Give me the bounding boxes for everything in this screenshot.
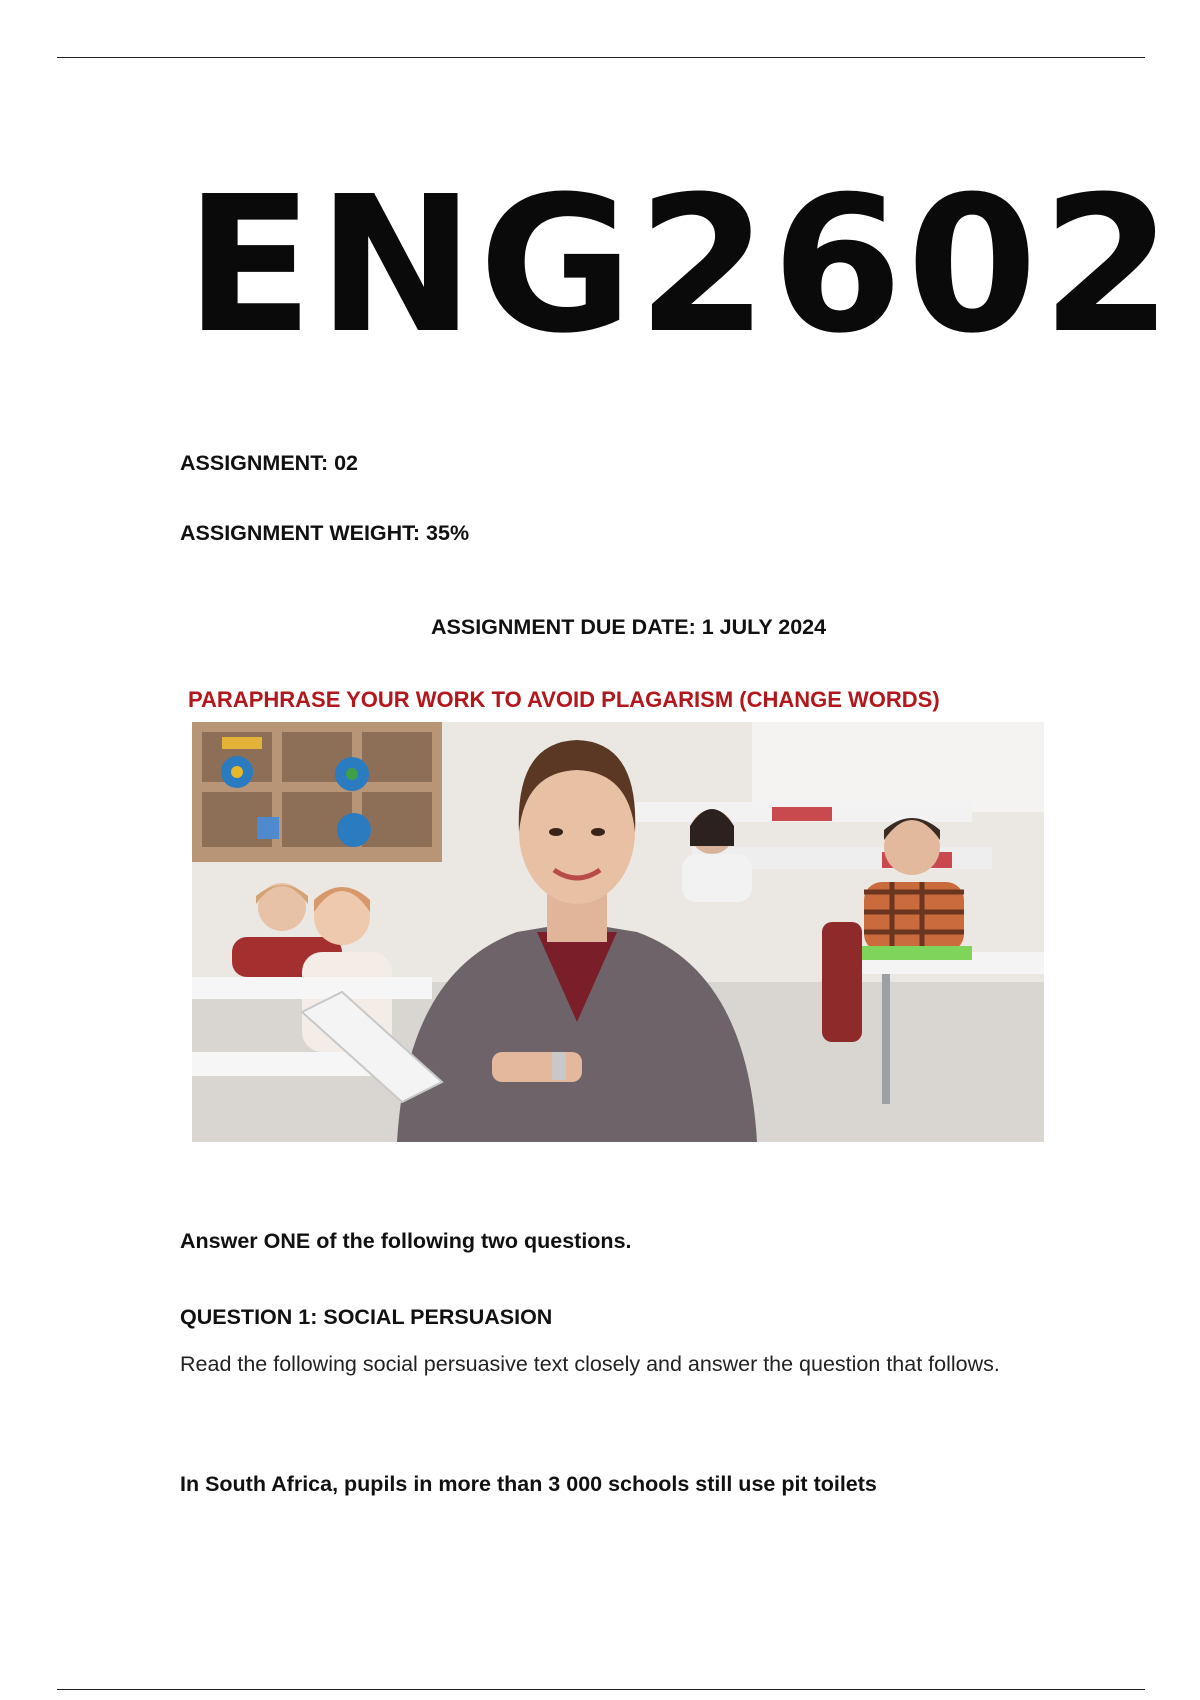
- question-1-instructions: Read the following social persuasive text closely and answer the question that follows.: [180, 1352, 1000, 1376]
- question-1-heading: QUESTION 1: SOCIAL PERSUASION: [180, 1305, 553, 1329]
- assignment-number: ASSIGNMENT: 02: [180, 451, 359, 475]
- classroom-photo: [192, 722, 1044, 1142]
- article-heading: In South Africa, pupils in more than 3 000 schools still use pit toilets: [180, 1472, 877, 1496]
- assignment-due-date: ASSIGNMENT DUE DATE: 1 JULY 2024: [431, 615, 827, 639]
- top-rule: [57, 57, 1145, 58]
- answer-instruction: Answer ONE of the following two questions.: [180, 1229, 632, 1253]
- assignment-weight: ASSIGNMENT WEIGHT: 35%: [180, 521, 470, 545]
- course-code-title: ENG2602: [185, 156, 1177, 375]
- plagiarism-warning: PARAPHRASE YOUR WORK TO AVOID PLAGARISM (CHANGE WORDS): [188, 687, 940, 712]
- bottom-rule: [57, 1689, 1145, 1690]
- bookshelf: [192, 722, 442, 862]
